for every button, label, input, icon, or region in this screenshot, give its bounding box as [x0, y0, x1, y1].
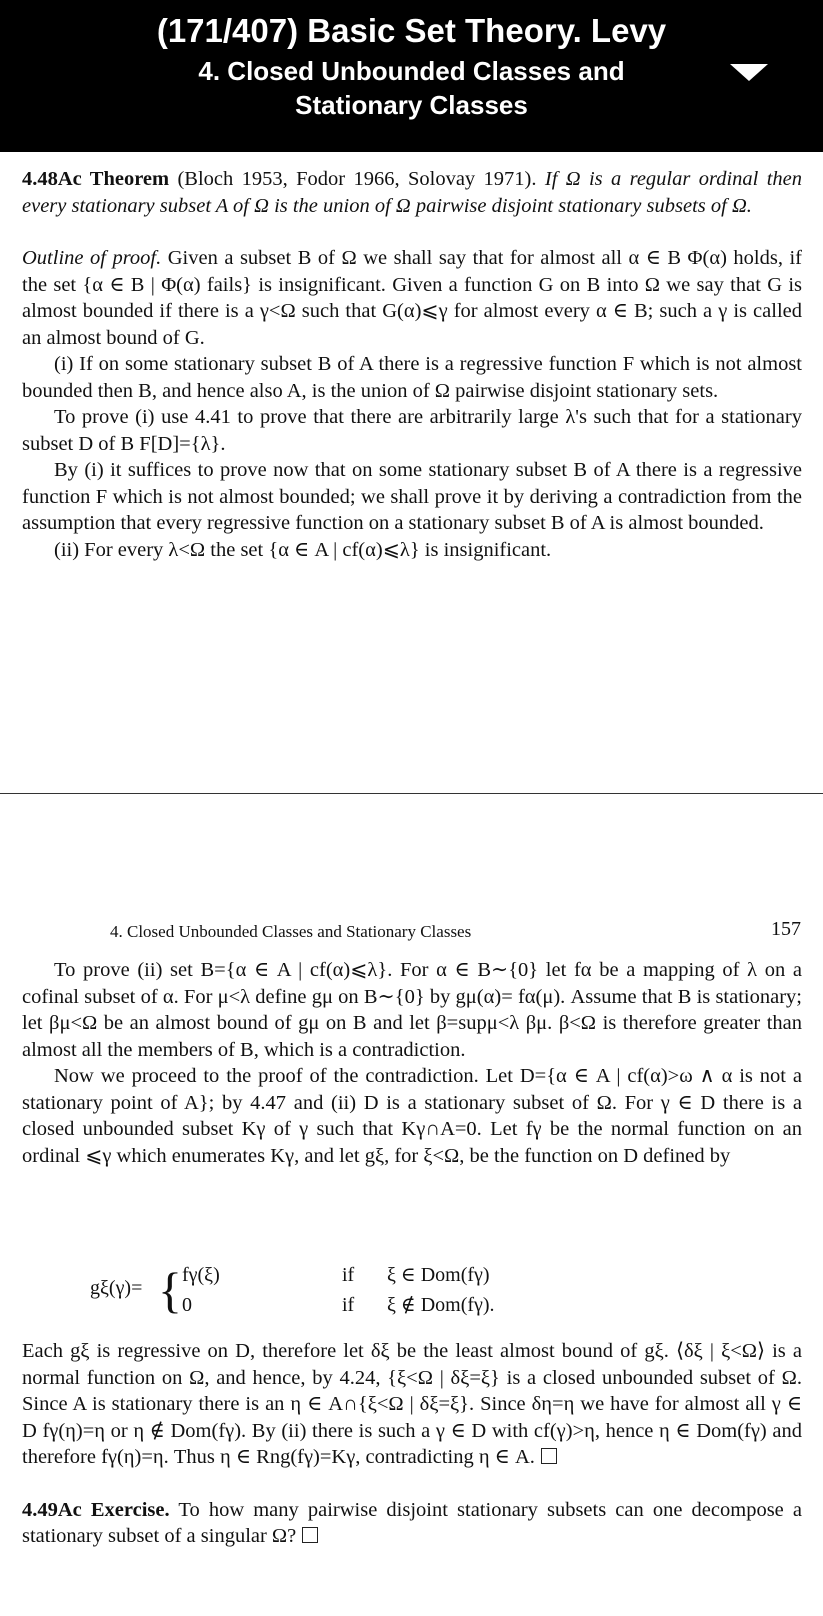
final-proof-paragraph: Each gξ is regressive on D, therefore let δξ be the least almost bound of gξ. ⟨δξ | ξ<Ω⟩ is a normal function on Ω, and hence, by 4.24, {ξ<Ω | δξ=ξ} is a closed unbounded subset of Ω. Since A is stationary there is an η ∈ A∩{ξ<Ω | δξ=ξ}. Since δη=η we have for almost all γ ∈ D fγ(η)=η or η ∉ Dom(fγ). By (ii) there is such a γ ∈ D with cf(γ)>η, hence η ∈ Dom(fγ) and therefore fγ(η)=η. Thus η ∈ Rng(fγ)=Kγ, contradicting η ∈ A. — [22, 1340, 802, 1468]
page-lower-continued — [22, 1338, 802, 1550]
reduction-paragraph: By (i) it suffices to prove now that on some stationary subset B of A there is a regressive function F which is not almost bounded; we shall prove it by deriving a contradiction from the assumption that every regressive function on a stationary subset B of A is almost bounded. — [22, 459, 802, 534]
page-number: 157 — [771, 918, 801, 940]
outline-paragraph — [22, 245, 802, 351]
theorem-4-48 — [22, 166, 802, 219]
book-title: (171/407) Basic Set Theory. Levy — [156, 12, 667, 49]
exercise-text: To how many pairwise disjoint stationary subsets can one decompose a stationary subset of a singular Ω? — [22, 1498, 802, 1547]
claim-i: (i) If on some stationary subset B of A there is a regressive function F which is not almost bounded then B, and hence also A, is the union of Ω pairwise disjoint stationary sets. — [22, 353, 802, 402]
formula-case-2: 0 if ξ ∉ Dom(fγ). — [182, 1294, 495, 1316]
theorem-citation: (Bloch 1953, Fodor 1966, Solovay 1971). — [177, 168, 537, 190]
qed-box-icon — [302, 1527, 318, 1543]
exercise-label: 4.49Ac Exercise. — [22, 1498, 170, 1521]
chevron-down-icon[interactable] — [730, 64, 768, 81]
contradiction-paragraph: Now we proceed to the proof of the contradiction. Let D={α ∈ A | cf(α)>ω ∧ α is not a stationary point of A}; by 4.47 and (ii) D is a stationary subset of Ω. For γ ∈ D there is a closed unbounded subset Kγ of γ such that Kγ∩A=0. Let fγ be the normal function on an ordinal ⩽γ which enumerates Kγ, and let gξ, for ξ<Ω, be the function on D defined by — [22, 1065, 802, 1167]
claim-ii: (ii) For every λ<Ω the set {α ∈ A | cf(α)⩽λ} is insignificant. — [54, 538, 552, 561]
formula-brace: { — [158, 1262, 182, 1318]
page-divider — [0, 793, 823, 794]
theorem-statement: If Ω is a regular ordinal then every stationary subset A of Ω is the union of Ω pairwise disjoint stationary subsets of Ω. — [22, 168, 802, 217]
qed-box-icon — [541, 1448, 557, 1464]
running-head-title: 4. Closed Unbounded Classes and Stationary Classes — [110, 922, 472, 941]
theorem-label: 4.48Ac Theorem — [22, 168, 170, 190]
title-bar — [0, 0, 823, 152]
page-lower — [22, 957, 802, 1169]
formula-lhs: gξ(γ)= — [90, 1277, 143, 1299]
proof-claim-ii: To prove (ii) set B={α ∈ A | cf(α)⩽λ}. For α ∈ B∼{0} let fα be a mapping of λ on a cofinal subset of α. For μ<λ define gμ on B∼{0} by gμ(α)= fα(μ). Assume that B is stationary; let βμ<Ω be an almost bound of gμ on B and let β=supμ<λ βμ. β<Ω is therefore greater than almost all the members of B, which is a contradiction. — [22, 959, 802, 1061]
formula-case-1: fγ(ξ) if ξ ∈ Dom(fγ) — [182, 1264, 490, 1286]
page-upper — [22, 166, 802, 563]
outline-label: Outline of proof. — [22, 247, 162, 269]
chapter-title-line2: Stationary Classes — [295, 90, 528, 120]
running-head — [110, 918, 801, 942]
chapter-title-line1: 4. Closed Unbounded Classes and — [198, 56, 625, 86]
outline-text: Given a subset B of Ω we shall say that for almost all α ∈ B Φ(α) holds, if the set {α ∈ B | Φ(α) fails} is insignificant. Given a function G on B into Ω we say that G is almost bounded if there is a γ<Ω such that G(α)⩽γ for almost every α ∈ B; such a γ is called an almost bound of G. — [22, 247, 803, 349]
proof-claim-i: To prove (i) use 4.41 to prove that there are arbitrarily large λ's such that for a stationary subset D of B F[D]={λ}. — [22, 406, 802, 455]
exercise-4-49 — [22, 1497, 802, 1550]
